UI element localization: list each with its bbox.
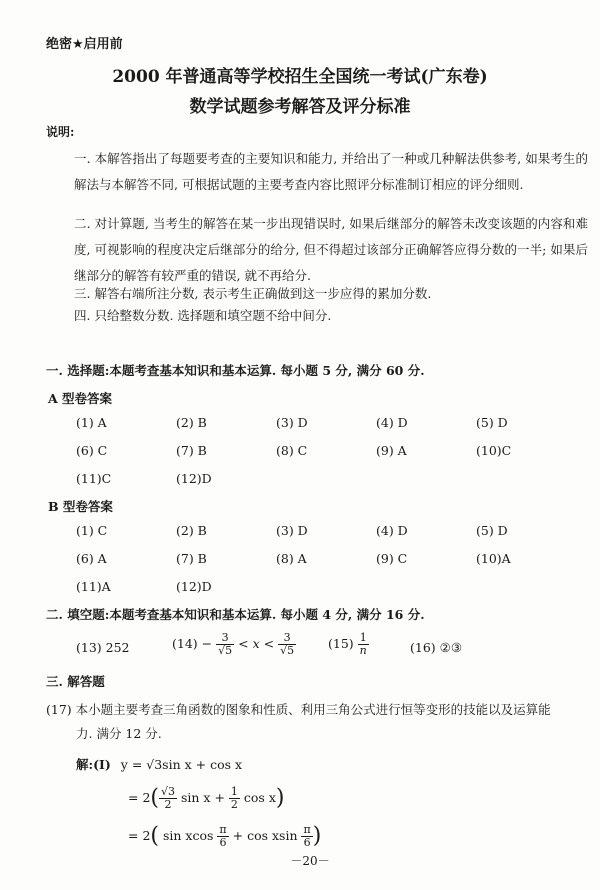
paren-left: ( [150,823,159,849]
fraction: $\frac{1}{2}$ [230,785,238,811]
instruction-paragraph-4: 四. 只给整数分数. 选择题和填空题不给中间分. [74,308,332,323]
answer-cell: (5) D [476,523,508,538]
solution-line-2: = 2( $\frac{√3}{2}$ sin x + $\frac{1}{2}$ cos x) [128,785,285,811]
answer-cell: (11)C [76,471,112,486]
fill-answer-15: (15) $\frac{1}{n}$ [328,631,367,657]
fill-answer-14: (14) − $\frac{3}{√5}$ < x < $\frac{3}{√5}$ [172,631,295,657]
answer-cell: (11)A [76,579,111,594]
instructions-heading: 说明: [46,125,75,139]
fraction: $\frac{\pi}{6}$ [303,823,311,849]
question-17-desc-line1: (17) 本小题主要考查三角函数的图象和性质、利用三角公式进行恒等变形的技能以及运算能 [46,702,551,717]
answer-cell: (12)D [176,471,212,486]
answer-cell: (10)A [476,551,511,566]
confidential-label: 绝密★启用前 [46,37,123,52]
page-subtitle: 数学试题参考解答及评分标准 [189,97,411,117]
fraction: $\frac{\pi}{6}$ [219,823,227,849]
paren-right: ) [312,823,322,849]
answer-cell: (4) D [376,415,408,430]
fraction: $\frac{3}{√5}$ [218,631,233,657]
answer-cell: (9) C [376,551,408,566]
answer-cell: (3) D [276,415,308,430]
solution-line-3: = 2( sin xcos $\frac{\pi}{6}$ + cos xsin $\frac{\pi}{6}$ ) [128,823,322,849]
answer-cell: (6) C [76,443,108,458]
solution-line-1: 解:(Ⅰ) y = √3sin x + cos x [76,757,243,772]
answer-cell: (6) A [76,551,107,566]
typeB-label: B 型卷答案 [48,499,113,514]
fill-answer-13: (13) 252 [76,640,130,655]
page-number: －20－ [290,854,330,868]
paren-left: ( [150,785,159,811]
answer-cell: (5) D [476,415,508,430]
paren-right: ) [275,785,285,811]
instruction-paragraph-2: 二. 对计算题, 当考生的解答在某一步出现错误时, 如果后继部分的解答未改变该题的内容和难度, 可视影响的程度决定后继部分的给分, 但不得超过该部分正确解答应得分数的一半; 如果后继部分的解答有较严重的错误, 就不再给分. [74,216,588,283]
section3-title: 三. 解答题 [46,674,105,689]
answer-cell: (9) A [376,443,407,458]
answer-cell: (4) D [376,523,408,538]
section1-title: 一. 选择题:本题考查基本知识和基本运算. 每小题 5 分, 满分 60 分. [46,363,425,378]
answer-cell: (2) B [176,523,207,538]
fraction: $\frac{1}{n}$ [359,631,367,657]
question-17-desc-line2: 力. 满分 12 分. [76,726,162,741]
answer-cell: (1) A [76,415,107,430]
section2-title: 二. 填空题:本题考查基本知识和基本运算. 每小题 4 分, 满分 16 分. [46,607,425,622]
fraction: $\frac{√3}{2}$ [161,785,176,811]
page-title: 2000 年普通高等学校招生全国统一考试(广东卷) [112,67,488,87]
fill-answer-16: (16) ②③ [410,640,463,655]
answer-cell: (1) C [76,523,108,538]
answer-cell: (7) B [176,551,207,566]
answer-cell: (8) C [276,443,308,458]
fraction: $\frac{3}{√5}$ [280,631,295,657]
answer-cell: (10)C [476,443,512,458]
instruction-paragraph-1: 一. 本解答指出了每题要考查的主要知识和能力, 并给出了一种或几种解法供参考, 如果考生的解法与本解答不同, 可根据试题的主要考查内容比照评分标准制订相应的评分细则. [74,151,588,192]
instruction-paragraph-3: 三. 解答右端所注分数, 表示考生正确做到这一步应得的累加分数. [74,286,432,301]
typeA-label: A 型卷答案 [48,391,113,406]
answer-cell: (8) A [276,551,307,566]
answer-cell: (7) B [176,443,207,458]
answer-cell: (3) D [276,523,308,538]
answer-cell: (12)D [176,579,212,594]
answer-cell: (2) B [176,415,207,430]
